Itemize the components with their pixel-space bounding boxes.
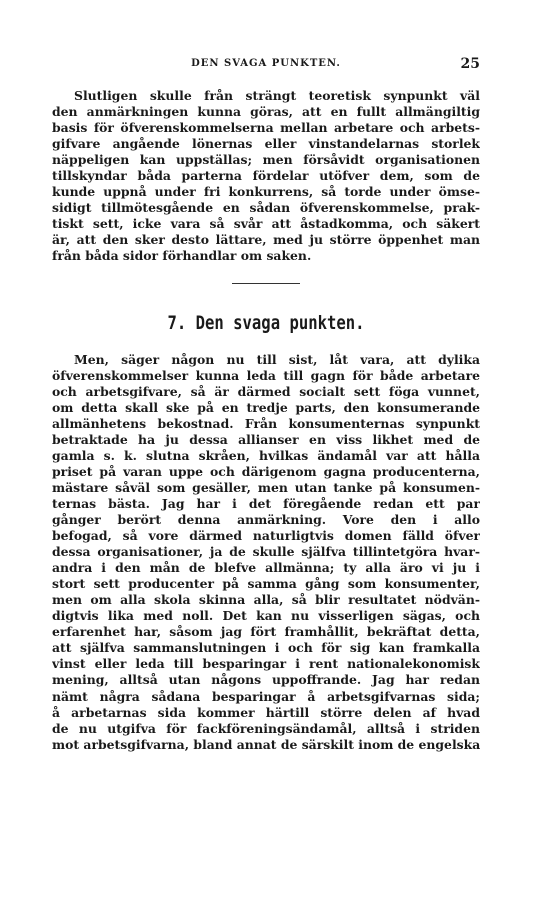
text-line: betraktade ha ju dessa allianser en viss likhet med de [52,431,480,447]
section-divider [232,283,300,284]
text-line: men om alla skola skinna alla, så blir resultatet nödvän- [52,592,480,608]
text-line: gånger berört denna anmärkning. Vore den i allo [52,511,480,527]
text-line: sidigt tillmötesgående en sådan öfverenskommelse, prak- [52,200,480,216]
text-line: stort sett producenter på samma gång som konsumenter, [52,576,480,592]
text-line: dessa organisationer, ja de skulle själfva tillintetgöra hvar- [52,544,480,560]
text-line: gifvare angående lönernas eller vinstandelarnas storlek [52,136,480,152]
text-line: gamla s. k. slutna skråen, hvilkas ändamål var att hålla [52,447,480,463]
text-line: och arbetsgifvare, så är därmed socialt sett föga vunnet, [52,383,480,399]
paragraph-2 [52,352,480,753]
text-line: nämt några sådana besparingar å arbetsgifvarnas sida; [52,688,480,704]
text-line: mening, alltså utan någons uppoffrande. Jag har redan [52,672,480,688]
text-line: basis för öfverenskommelserna mellan arbetare och arbets- [52,120,480,136]
book-page [52,56,480,753]
text-line: vinst eller leda till besparingar i rent nationalekonomisk [52,656,480,672]
text-line: öfverenskommelser kunna leda till gagn för både arbetare [52,367,480,383]
text-line: näppeligen kan uppställas; men försåvidt organisationen [52,152,480,168]
text-line: de nu utgifva för fackföreningsändamål, alltså i striden [52,720,480,736]
text-line: erfarenhet har, såsom jag fört framhållit, bekräftat detta, [52,624,480,640]
text-line: tillskyndar båda parterna fördelar utöfver dem, som de [52,168,480,184]
section-heading: 7. Den svaga punkten. [167,311,365,334]
text-line: Slutligen skulle från strängt teoretisk synpunkt väl [74,88,480,103]
text-line: andra i den mån de blefve allmänna; ty alla äro vi ju i [52,560,480,576]
text-line: mästare såväl som gesäller, men utan tanke på konsumen- [52,479,480,495]
text-line: om detta skall ske på en tredje parts, den konsumerande [52,399,480,415]
text-line: tiskt sett, icke vara så svår att åstadkomma, och säkert [52,216,480,232]
text-line: att själfva sammanslutningen i och för sig kan framkalla [52,640,480,656]
text-line: från båda sidor förhandlar om saken. [52,248,312,264]
text-line: å arbetarnas sida kommer härtill större delen af hvad [52,704,480,720]
text-line: mot arbetsgifvarna, bland annat de särskilt inom de engelska [52,736,480,752]
text-line: priset på varan uppe och därigenom gagna producenterna, [52,463,480,479]
text-line: befogad, så vore därmed naturligtvis domen fälld öfver [52,528,480,544]
paragraph-1 [52,88,480,265]
text-line: allmänhetens bekostnad. Från konsumenternas synpunkt [52,415,480,431]
page-number: 25 [460,56,480,72]
text-line: den anmärkningen kunna göras, att en fullt allmängiltig [52,104,480,120]
text-line: digtvis lika med noll. Det kan nu visserligen sägas, och [52,608,480,624]
text-line: kunde uppnå under fri konkurrens, så torde under ömse- [52,184,480,200]
running-title: DEN SVAGA PUNKTEN. [191,58,341,69]
text-line: Men, säger någon nu till sist, låt vara, att dylika [74,351,480,367]
page-header [52,56,480,76]
text-line: ternas bästa. Jag har i det föregående redan ett par [52,495,480,511]
text-line: är, att den sker desto lättare, med ju större öppenhet man [52,232,480,248]
